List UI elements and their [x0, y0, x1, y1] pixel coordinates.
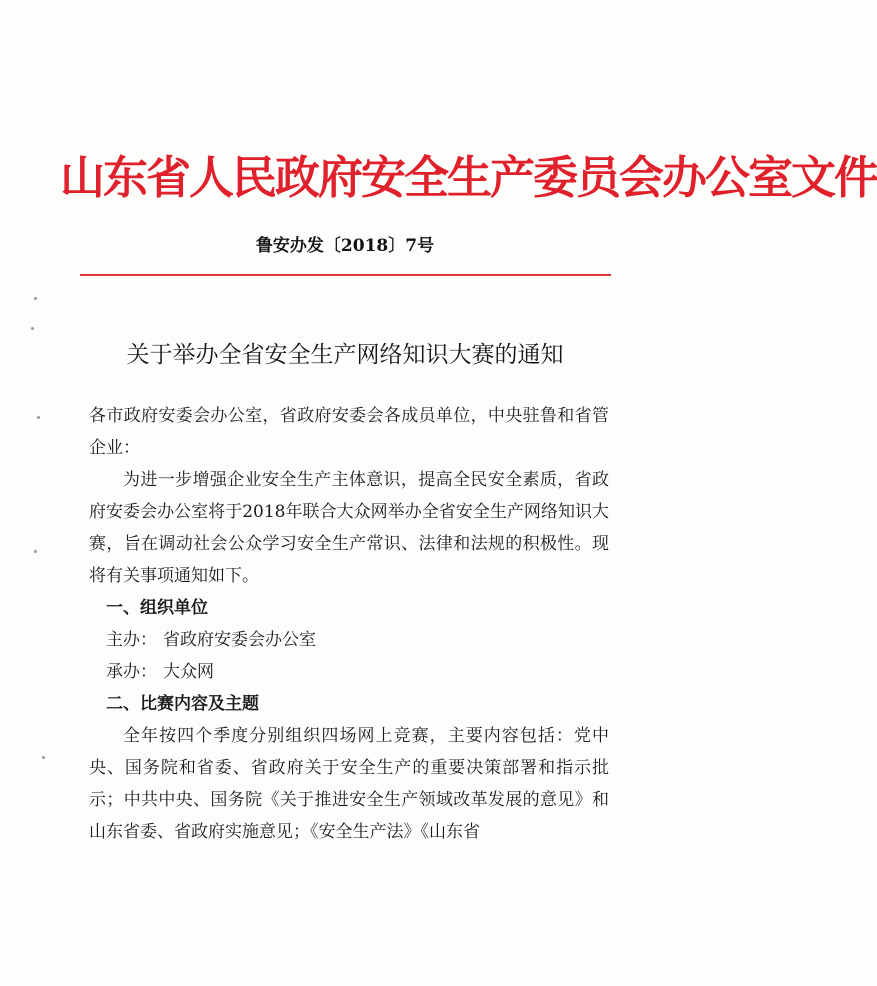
document-number: 鲁安办发〔2018〕7号 — [255, 236, 435, 256]
notice-body — [89, 400, 609, 848]
scan-speck — [37, 416, 40, 419]
host-value: 省政府安委会办公室 — [163, 630, 316, 650]
scan-speck — [42, 756, 45, 759]
host-line — [89, 624, 609, 656]
scan-speck — [31, 327, 34, 330]
notice-title: 关于举办全省安全生产网络知识大赛的通知 — [126, 342, 564, 368]
recipients-paragraph: 各市政府安委会办公室，省政府安委会各成员单位，中央驻鲁和省管企业： — [89, 406, 609, 458]
red-divider-line — [80, 274, 611, 276]
content-paragraph: 全年按四个季度分别组织四场网上竞赛，主要内容包括：党中央、国务院和省委、省政府关于安全生产的重要决策部署和指示批示；中共中央、国务院《关于推进安全生产领域改革发展的意见》和山东省委、省政府实施意见；《安全生产法》《山东省 — [89, 726, 609, 842]
intro-paragraph: 为进一步增强企业安全生产主体意识，提高全民安全素质，省政府安委会办公室将于2018年联合大众网举办全省安全生产网络知识大赛，旨在调动社会公众学习安全生产常识、法律和法规的积极性。现将有关事项通知如下。 — [89, 470, 609, 586]
scan-speck — [34, 297, 37, 300]
organizer-label: 承办： — [106, 662, 157, 682]
issuer-header-title: 山东省人民政府安全生产委员会办公室文件 — [60, 151, 877, 204]
scan-speck — [34, 550, 37, 553]
organizer-value: 大众网 — [163, 662, 214, 682]
section-heading-organizers: 一、组织单位 — [106, 598, 208, 618]
host-label: 主办： — [106, 630, 157, 650]
section-heading-content: 二、比赛内容及主题 — [106, 694, 259, 714]
organizer-line — [89, 656, 609, 688]
